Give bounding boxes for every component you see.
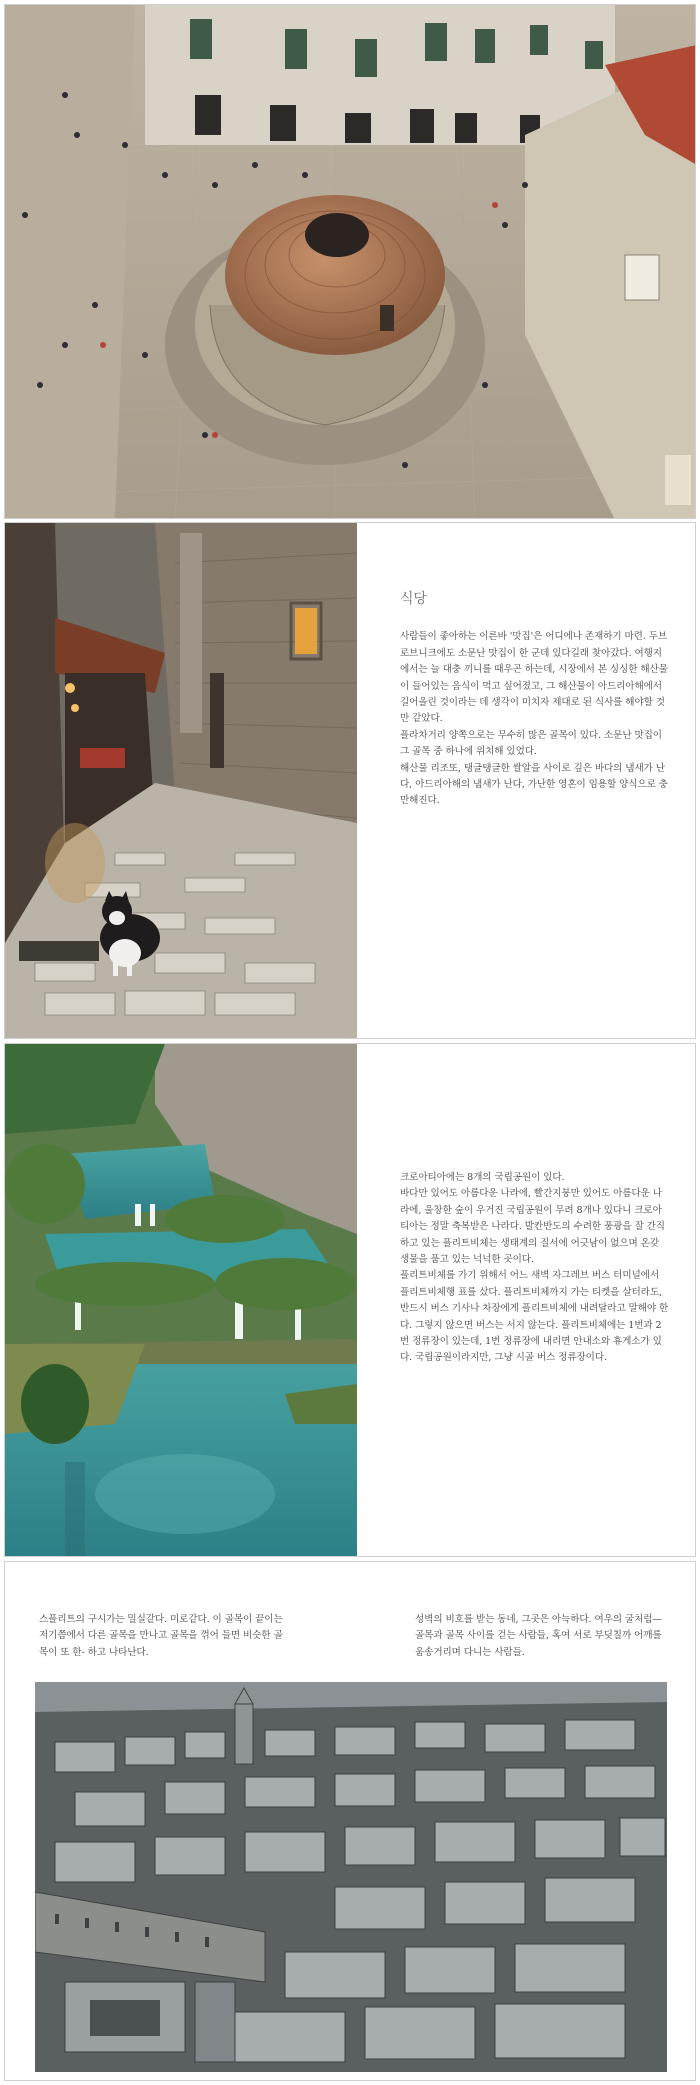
photo-panel-fountain [4, 4, 696, 519]
restaurant-heading: 식당 [400, 591, 427, 607]
parks-paragraph-2: 바다만 있어도 아름다운 나라에, 빨간지붕만 있어도 아름다운 나라에, 울창한 숲이 우거진 국립공원이 무려 8개나 있다니 크로아티아는 정말 축복받은 나라다. 발칸반도의 수려한 풍광을 잘 간직하고 있는 플리트비체는 생태계의 질서에 어긋남이 없으며 온갖 생물을 품고 있는 넉넉한 곳이다. [400, 1188, 665, 1266]
split-text-left [39, 1612, 289, 1661]
split-paragraph-right: 성벽의 비호를 받는 동네, 그곳은 아늑하다. 여우의 굴처럼—골목과 골목 사이를 걷는 사람들, 혹여 서로 부딪칠까 어깨를 움송거리며 다니는 사람들. [415, 1614, 662, 1658]
restaurant-text [400, 591, 670, 810]
parks-paragraph-3: 플리트비체를 가기 위해서 어느 새벽 자그레브 버스 터미널에서 플리트비체행 표를 샀다. 플리트비체까지 가는 티켓을 살터라도, 반드시 버스 기사나 차장에게 플리트비체에 내려달라고 말해야 한다. 그렇지 않으면 버스는 서지 않는다. 플리트비체에는 1번과 2번 정류장이 있는데, 1번 정류장에 내리면 안내소와 휴게소가 있다. 국립공원이라지만, 그냥 시골 버스 정류장이다. [400, 1270, 669, 1364]
old-town-model-photo [35, 1682, 667, 2072]
split-old-town-spread [4, 1561, 696, 2081]
split-text-right [415, 1612, 665, 1661]
plitvice-lakes-photo [5, 1044, 357, 1557]
parks-text [400, 1170, 670, 1367]
parks-paragraph-1: 크로아티아에는 8개의 국립공원이 있다. [400, 1172, 565, 1183]
restaurant-spread [4, 522, 696, 1039]
fountain-aerial-photo [5, 5, 696, 519]
restaurant-paragraph-2: 플라차거리 양쪽으로는 무수히 많은 골목이 있다. 소문난 맛집이 그 골목 중 하나에 위치해 있었다. [400, 729, 662, 758]
split-paragraph-left: 스플리트의 구시가는 밀실같다. 미로같다. 이 골목이 끝이는 저기쯤에서 다른 골목을 만나고 골목을 꺾어 들면 비슷한 골목이 또 한- 하고 나타난다. [39, 1614, 283, 1658]
restaurant-paragraph-3: 해산물 리조또, 탱글탱글한 쌀알을 사이로 깊은 바다의 냄새가 난다, 아드리아해의 냄새가 난다, 가난한 영혼이 임용할 양식으로 충만해진다. [400, 762, 668, 807]
restaurant-paragraph-1: 사람들이 좋아하는 이른바 '맛집'은 어디에나 존재하기 마련. 두브로브니크에도 소문난 맛집이 한 군데 있다길래 찾아갔다. 여행지에서는 늘 대충 끼니를 때우곤 하는데, 시장에서 본 싱싱한 해산물이 들어있는 음식이 먹고 싶어졌고, 그 해산물이 아드리아해에서 길어올린 것이라는 데 생각이 미치자 제대로 된 식사를 해야할 것만 같았다. [400, 631, 668, 725]
alley-cat-photo [5, 523, 357, 1039]
national-parks-spread [4, 1043, 696, 1557]
